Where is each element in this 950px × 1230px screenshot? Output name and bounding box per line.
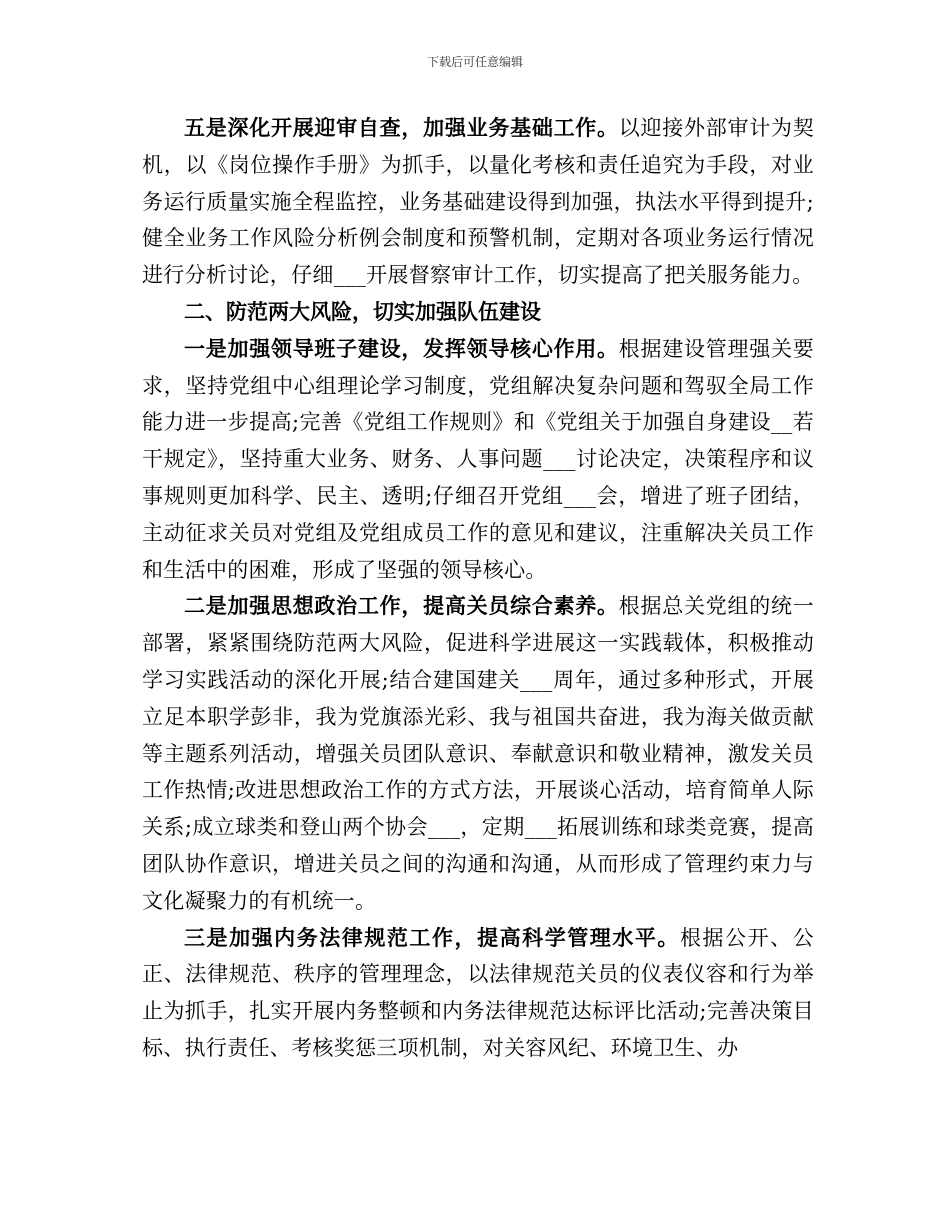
paragraph-lead: 二是加强思想政治工作，提高关员综合素养。 bbox=[184, 593, 619, 619]
paragraph-three bbox=[142, 920, 814, 1067]
paragraph-text: 根据总关党组的统一部署，紧紧围绕防范两大风险，促进科学进展这一实践载体，积极推动学习实践活动的深化开展;结合建国建关___周年，通过多种形式，开展立足本职学彭非，我为党旗添光彩、我与祖国共奋进，我为海关做贡献等主题系列活动，增强关员团队意识、奉献意识和敬业精神，激发关员工作热情;改进思想政治工作的方式方法，开展谈心活动，培育简单人际关系;成立球类和登山两个协会___，定期___拓展训练和球类竞赛，提高团队协作意识，增进关员之间的沟通和沟通，从而形成了管理约束力与文化凝聚力的有机统一。 bbox=[142, 594, 814, 913]
paragraph-text: 以迎接外部审计为契机，以《岗位操作手册》为抓手，以量化考核和责任追究为手段，对业务运行质量实施全程监控，业务基础建设得到加强，执法水平得到提升;健全业务工作风险分析例会制度和预警机制，定期对各项业务运行情况进行分析讨论，仔细___开展督察审计工作，切实提高了把关服务能力。 bbox=[142, 116, 814, 288]
paragraph-two bbox=[142, 588, 814, 919]
paragraph-text: 根据公开、公正、法律规范、秩序的管理理念，以法律规范关员的仪表仪容和行为举止为抓手，扎实开展内务整顿和内务法律规范达标评比活动;完善决策目标、执行责任、考核奖惩三项机制，对关容风纪、环境卫生、办 bbox=[142, 925, 814, 1060]
paragraph-lead: 五是深化开展迎审自查，加强业务基础工作。 bbox=[184, 115, 619, 140]
document-body bbox=[142, 110, 814, 1067]
paragraph-text: 根据建设管理强关要求，坚持党组中心组理论学习制度，党组解决复杂问题和驾驭全局工作能力进一步提高;完善《党组工作规则》和《党组关于加强自身建设__若干规定》，坚持重大业务、财务、人事问题___讨论决定，决策程序和议事规则更加科学、民主、透明;仔细召开党组___会，增进了班子团结，主动征求关员对党组及党组成员工作的意见和建议，注重解决关员工作和生活中的困难，形成了坚强的领导核心。 bbox=[142, 336, 814, 582]
paragraph-five bbox=[142, 110, 814, 294]
paragraph-one bbox=[142, 331, 814, 589]
paragraph-lead: 一是加强领导班子建设，发挥领导核心作用。 bbox=[184, 335, 619, 361]
paragraph-lead: 三是加强内务法律规范工作，提高科学管理水平。 bbox=[184, 924, 680, 950]
section-heading: 二、防范两大风险，切实加强队伍建设 bbox=[184, 298, 541, 324]
page-header-note: 下载后可任意编辑 bbox=[426, 55, 523, 69]
